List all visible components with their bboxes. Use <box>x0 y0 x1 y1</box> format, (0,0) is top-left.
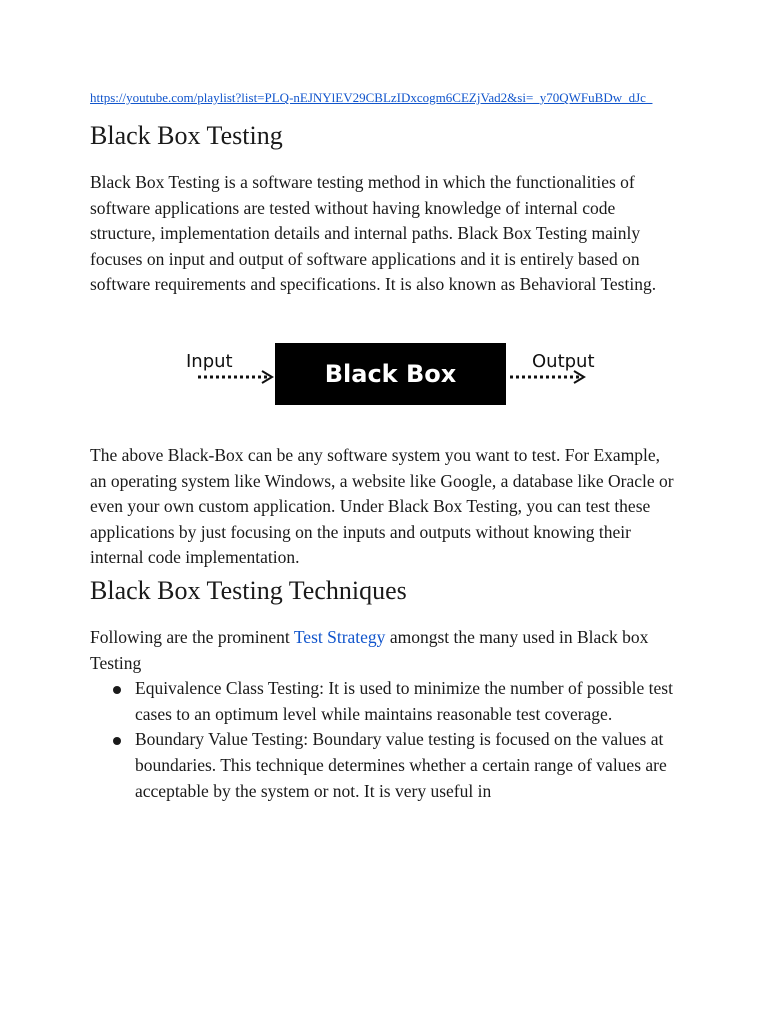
input-arrow-icon <box>196 369 276 385</box>
list-item <box>90 727 680 804</box>
explanation-paragraph: The above Black-Box can be any software system you want to test. For Example, an operating system like Windows, a website like Google, a database like Oracle or even your own custom application. Under Black Box Testing, you can test these applications by just focusing on the inputs and outputs without knowing their internal code implementation. <box>90 444 674 568</box>
test-strategy-link[interactable]: Test Strategy <box>293 626 386 647</box>
list-item-text: Boundary Value Testing: Boundary value testing is focused on the values at boundaries. This technique determines whether a certain range of values are acceptable by the system or not. It is very useful in <box>135 729 667 801</box>
playlist-link[interactable]: https://youtube.com/playlist?list=PLQ-nEJNYlEV29CBLzIDxcogm6CEZjVad2&si=_y70QWFuBDw_dJc_ <box>90 90 653 105</box>
list-item <box>90 676 680 727</box>
bullet-icon <box>113 686 121 694</box>
input-label: Input <box>186 350 233 372</box>
heading-black-box-testing: Black Box Testing <box>90 121 283 150</box>
list-item-text: Equivalence Class Testing: It is used to minimize the number of possible test cases to an optimum level while maintains reasonable test coverage. <box>135 678 673 724</box>
intro-text-before: Following are the prominent <box>90 626 294 647</box>
document-page <box>90 88 680 804</box>
output-arrow-icon <box>508 369 588 385</box>
heading-techniques: Black Box Testing Techniques <box>90 575 407 605</box>
intro-text-after: amongst the many used in Black box Testing <box>90 626 649 673</box>
black-box: Black Box <box>275 343 506 405</box>
output-label: Output <box>532 350 595 372</box>
techniques-intro <box>90 625 680 676</box>
bullet-icon <box>113 737 121 745</box>
techniques-list <box>90 676 680 804</box>
black-box-diagram <box>90 343 680 433</box>
intro-paragraph: Black Box Testing is a software testing method in which the functionalities of software applications are tested without having knowledge of internal code structure, implementation details and internal paths. Black Box Testing mainly focuses on input and output of software applications and it is entirely based on software requirements and specifications. It is also known as Behavioral Testing. <box>90 172 657 295</box>
